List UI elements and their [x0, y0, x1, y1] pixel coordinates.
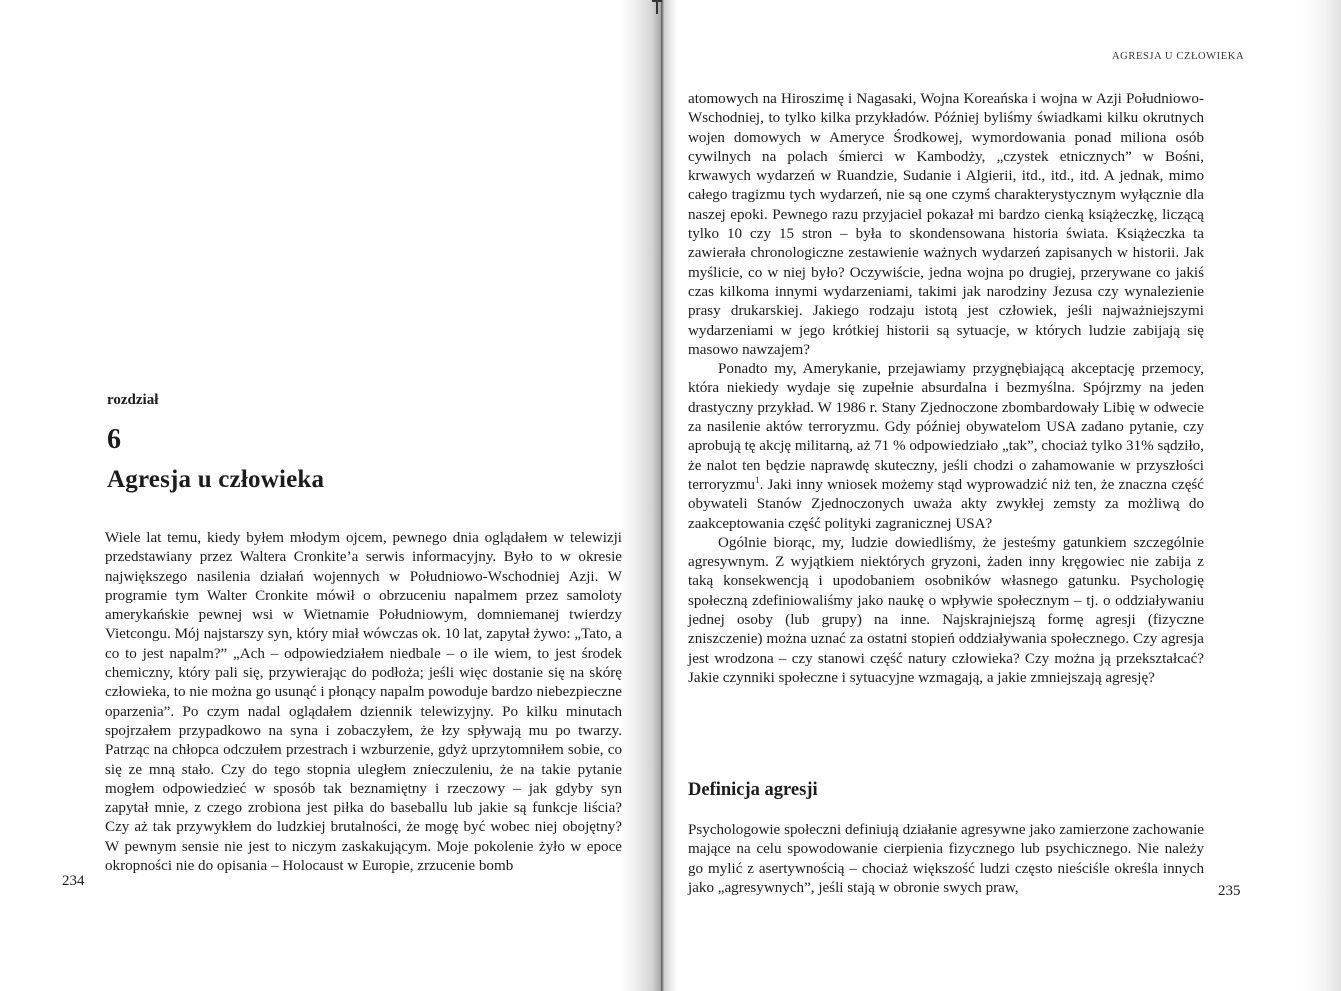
page-edge-shadow — [1301, 0, 1341, 991]
page-number-right: 235 — [1218, 883, 1241, 899]
left-body-text — [105, 529, 622, 876]
right-paragraph-2b: . Jaki inny wniosek możemy stąd wyprowadzić niż ten, że znaczna część obywateli Stanów Zjednoczonych uważa akty zwykłej zemsty za możliwą do zaakceptowania część polityki zagranicznej USA? — [688, 476, 1204, 532]
page-number-left: 234 — [62, 873, 85, 889]
book-gutter — [620, 0, 678, 991]
running-head: AGRESJA U CZŁOWIEKA — [1112, 51, 1245, 62]
right-paragraph-3: Ogólnie biorąc, my, ludzie dowiedliśmy, że jesteśmy gatunkiem szczególnie agresywnym. Z wyjątkiem niektórych gryzoni, żaden inny kręgowiec nie zabija z taką konsekwencją i upodobaniem osobników własnego gatunku. Psychologię społeczną zdefiniowaliśmy jako naukę o wpływie społecznym – tj. o oddziaływaniu jednej osoby (lub grupy) na inne. Najskrajniejszą formę agresji (fizyczne zniszczenie) można uznać za ostatni stopień oddziaływania społecznego. Czy agresja jest wrodzona – czy stanowi część natury człowieka? Czy można ją przekształcać? Jakie czynniki społeczne i sytuacyjne wzmagają, a jakie zmniejszają agresję? — [688, 534, 1204, 686]
right-paragraph-2 — [688, 360, 1204, 534]
right-paragraph-4: Psychologowie społeczni definiują działanie agresywne jako zamierzone zachowanie mające na celu spowodowanie cierpienia fizycznego lub psychicznego. Nie należy go mylić z asertywnością – chociaż większość ludzi często nieściśle określa innych jako „agresywnych”, jeśli stają w obronie swych praw, — [688, 822, 1204, 896]
chapter-number: 6 — [107, 424, 121, 455]
right-body-text-2 — [688, 821, 1204, 898]
chapter-kicker: rozdział — [107, 392, 159, 408]
chapter-title: Agresja u człowieka — [107, 466, 325, 493]
left-paragraph: Wiele lat temu, kiedy byłem młodym ojcem, pewnego dnia oglądałem w telewizji przedstawiany przez Waltera Cronkite’a serwis informacyjny. Było to w okresie największego nasilenia działań wojennych w Południowo-Wschodniej Azji. W programie tym Walter Cronkite mówił o obrzuceniu napalmem przez samoloty amerykańskie pewnej wsi w Wietnamie Południowym, domniemanej twierdzy Vietcongu. Mój najstarszy syn, który miał wówczas ok. 10 lat, zapytał żywo: „Tato, a co to jest napalm?” „Ach – odpowiedziałem niedbale – o ile wiem, to jest środek chemiczny, który pali się, przywierając do podłoża; jeśli więc dostanie się na skórę człowieka, to nie można go usunąć i płonący napalm powoduje bardzo niebezpieczne oparzenia”. Po czym nadal oglądałem dziennik telewizyjny. Po kilku minutach spojrzałem przypadkowo na syna i zobaczyłem, że łzy spływają mu po twarzy. Patrząc na chłopca odczułem przestrach i wzburzenie, gdyż uprzytomniłem sobie, co się ze mną stało. Czy do tego stopnia uległem znieczuleniu, że na takie pytanie mogłem odpowiedzieć w sposób tak beznamiętny i rzeczowy – jak gdyby syn zapytał mnie, z czego zrobiona jest piłka do baseballu lub jakie są funkcje liścia? Czy aż tak przywykłem do ludzkiej brutalności, że mogę być wobec niej obojętny? W pewnym sensie nie jest to niczym zaskakującym. Moje pokolenie żyło w epoce okropności nie do opisania – Holocaust w Europie, zrzucenie bomb — [105, 530, 622, 875]
gutter-mark — [652, 0, 662, 14]
right-paragraph-2a: Ponadto my, Amerykanie, przejawiamy przygnębiającą akceptację przemocy, która niekiedy wydaje się zupełnie absurdalna i bezmyślna. Spójrzmy na jeden drastyczny przykład. W 1986 r. Stany Zjednoczone zbombardowały Libię w odwecie za nasilenie aktów terroryzmu. Gdy później obywatelom USA zadano pytanie, czy aprobują tę akcję militarną, aż 71 % odpowiedziało „tak”, chociaż tylko 31% sądziło, że nalot ten będzie naprawdę skuteczny, jeśli chodzi o zahamowanie w przyszłości terroryzmu — [688, 361, 1204, 493]
section-heading: Definicja agresji — [688, 780, 818, 800]
footnote-ref: 1 — [755, 474, 760, 485]
right-body-text — [688, 90, 1204, 688]
right-paragraph-1: atomowych na Hiroszimę i Nagasaki, Wojna Koreańska i wojna w Azji Południowo-Wschodniej, to tylko kilka przykładów. Później byliśmy świadkami kilku okrutnych wojen domowych w Ameryce Środkowej, wymordowania ponad miliona osób cywilnych na polach śmierci w Kambodży, „czystek etnicznych” w Bośni, krwawych wydarzeń w Ruandzie, Sudanie i Algierii, itd., itd., itd. A jednak, mimo całego tragizmu tych wydarzeń, nie są one czymś charakterystycznym wyłącznie dla naszej epoki. Pewnego razu przyjaciel pokazał mi bardzo cienką książeczkę, liczącą tylko 10 czy 15 stron – była to skondensowana historia świata. Książeczka ta zawierała chronologiczne zestawienie ważnych wydarzeń zapisanych w historii. Jak myślicie, co w niej było? Oczywiście, jedna wojna po drugiej, przerywane co jakiś czas kilkoma innymi wydarzeniami, takimi jak narodziny Jezusa czy wynalezienie prasy drukarskiej. Jakiego rodzaju istotą jest człowiek, jeśli najważniejszymi wydarzeniami w jego krótkiej historii są sytuacje, w których ludzie zabijają się masowo nawzajem? — [688, 91, 1204, 358]
